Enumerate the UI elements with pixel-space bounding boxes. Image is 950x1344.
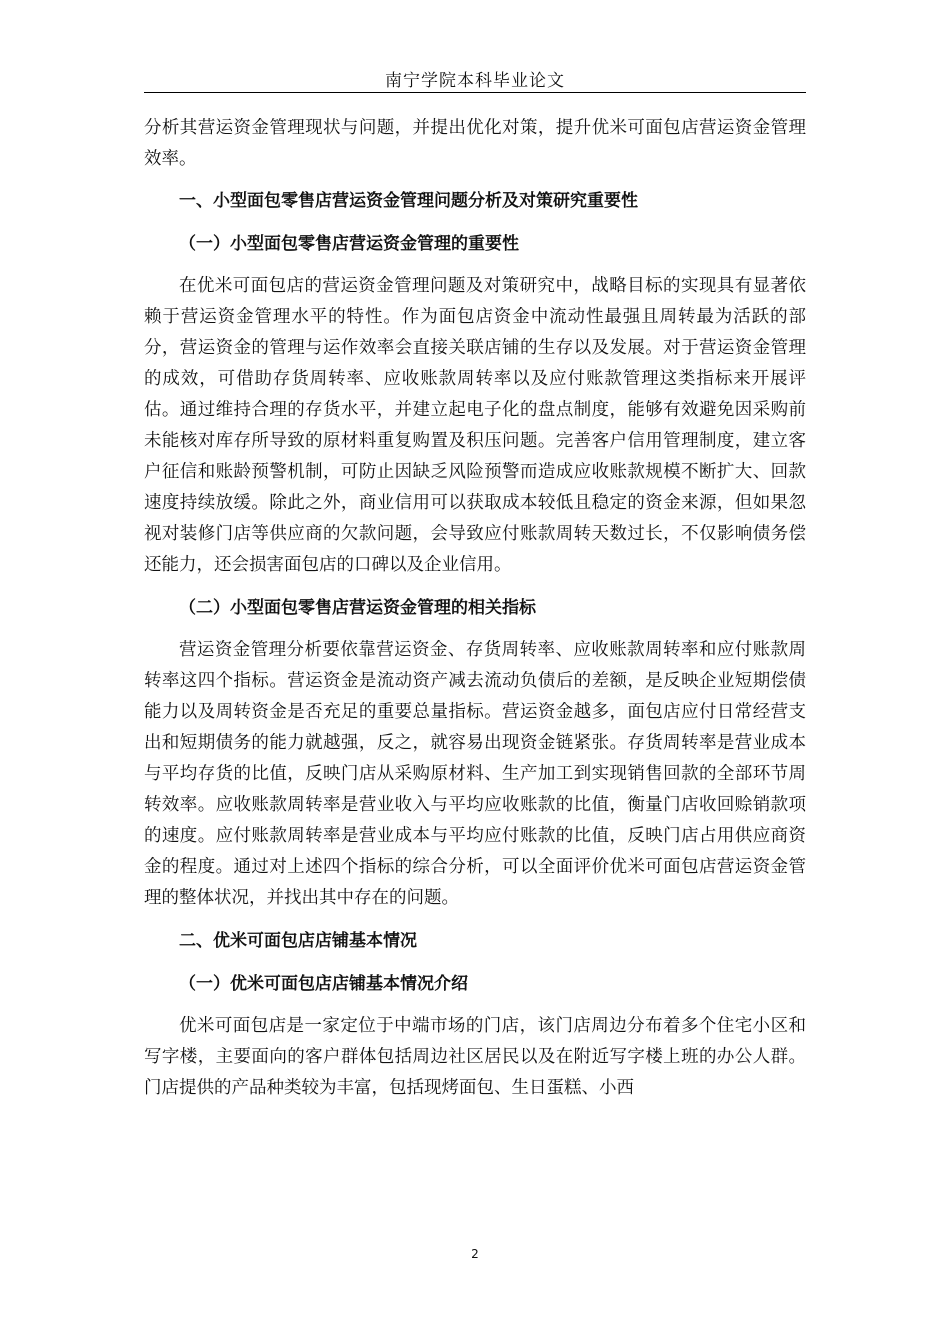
section-heading-2: 二、优米可面包店店铺基本情况: [179, 931, 417, 951]
subsection-heading-1-2: （二）小型面包零售店营运资金管理的相关指标: [179, 598, 536, 618]
subsection-heading-2-1: （一）优米可面包店店铺基本情况介绍: [179, 974, 468, 994]
page-number: 2: [471, 1247, 479, 1261]
section-heading-1: 一、小型面包零售店营运资金管理问题分析及对策研究重要性: [179, 191, 638, 211]
paragraph-importance: 在优米可面包店的营运资金管理问题及对策研究中，战略目标的实现具有显著依赖于营运资金管理水平的特性。作为面包店资金中流动性最强且周转最为活跃的部分，营运资金的管理与运作效率会直接关联店铺的生存以及发展。对于营运资金管理的成效，可借助存货周转率、应收账款周转率以及应付账款管理这类指标来开展评估。通过维持合理的存货水平，并建立起电子化的盘点制度，能够有效避免因采购前未能核对库存所导致的原材料重复购置及积压问题。完善客户信用管理制度，建立客户征信和账龄预警机制，可防止因缺乏风险预警而造成应收账款规模不断扩大、回款速度持续放缓。除此之外，商业信用可以获取成本较低且稳定的资金来源，但如果忽视对装修门店等供应商的欠款问题，会导致应付账款周转天数过长，不仅影响债务偿还能力，还会损害面包店的口碑以及企业信用。: [144, 276, 806, 575]
page-body: [144, 113, 806, 1104]
paragraph-store-intro: 优米可面包店是一家定位于中端市场的门店，该门店周边分布着多个住宅小区和写字楼，主要面向的客户群体包括周边社区居民以及在附近写字楼上班的办公人群。门店提供的产品种类较为丰富，包括现烤面包、生日蛋糕、小西: [144, 1016, 806, 1098]
paragraph-indicators: 营运资金管理分析要依靠营运资金、存货周转率、应收账款周转率和应付账款周转率这四个指标。营运资金是流动资产减去流动负债后的差额，是反映企业短期偿债能力以及周转资金是否充足的重要总量指标。营运资金越多，面包店应付日常经营支出和短期债务的能力就越强，反之，就容易出现资金链紧张。存货周转率是营业成本与平均存货的比值，反映门店从采购原材料、生产加工到实现销售回款的全部环节周转效率。应收账款周转率是营业收入与平均应收账款的比值，衡量门店收回赊销款项的速度。应付账款周转率是营业成本与平均应付账款的比值，反映门店占用供应商资金的程度。通过对上述四个指标的综合分析，可以全面评价优米可面包店营运资金管理的整体状况，并找出其中存在的问题。: [144, 640, 806, 908]
header-title: 南宁学院本科毕业论文: [385, 71, 565, 91]
subsection-heading-1-1: （一）小型面包零售店营运资金管理的重要性: [179, 234, 519, 254]
paragraph-intro-continued: 分析其营运资金管理现状与问题，并提出优化对策，提升优米可面包店营运资金管理效率。: [144, 118, 806, 169]
page-header: [144, 58, 806, 93]
